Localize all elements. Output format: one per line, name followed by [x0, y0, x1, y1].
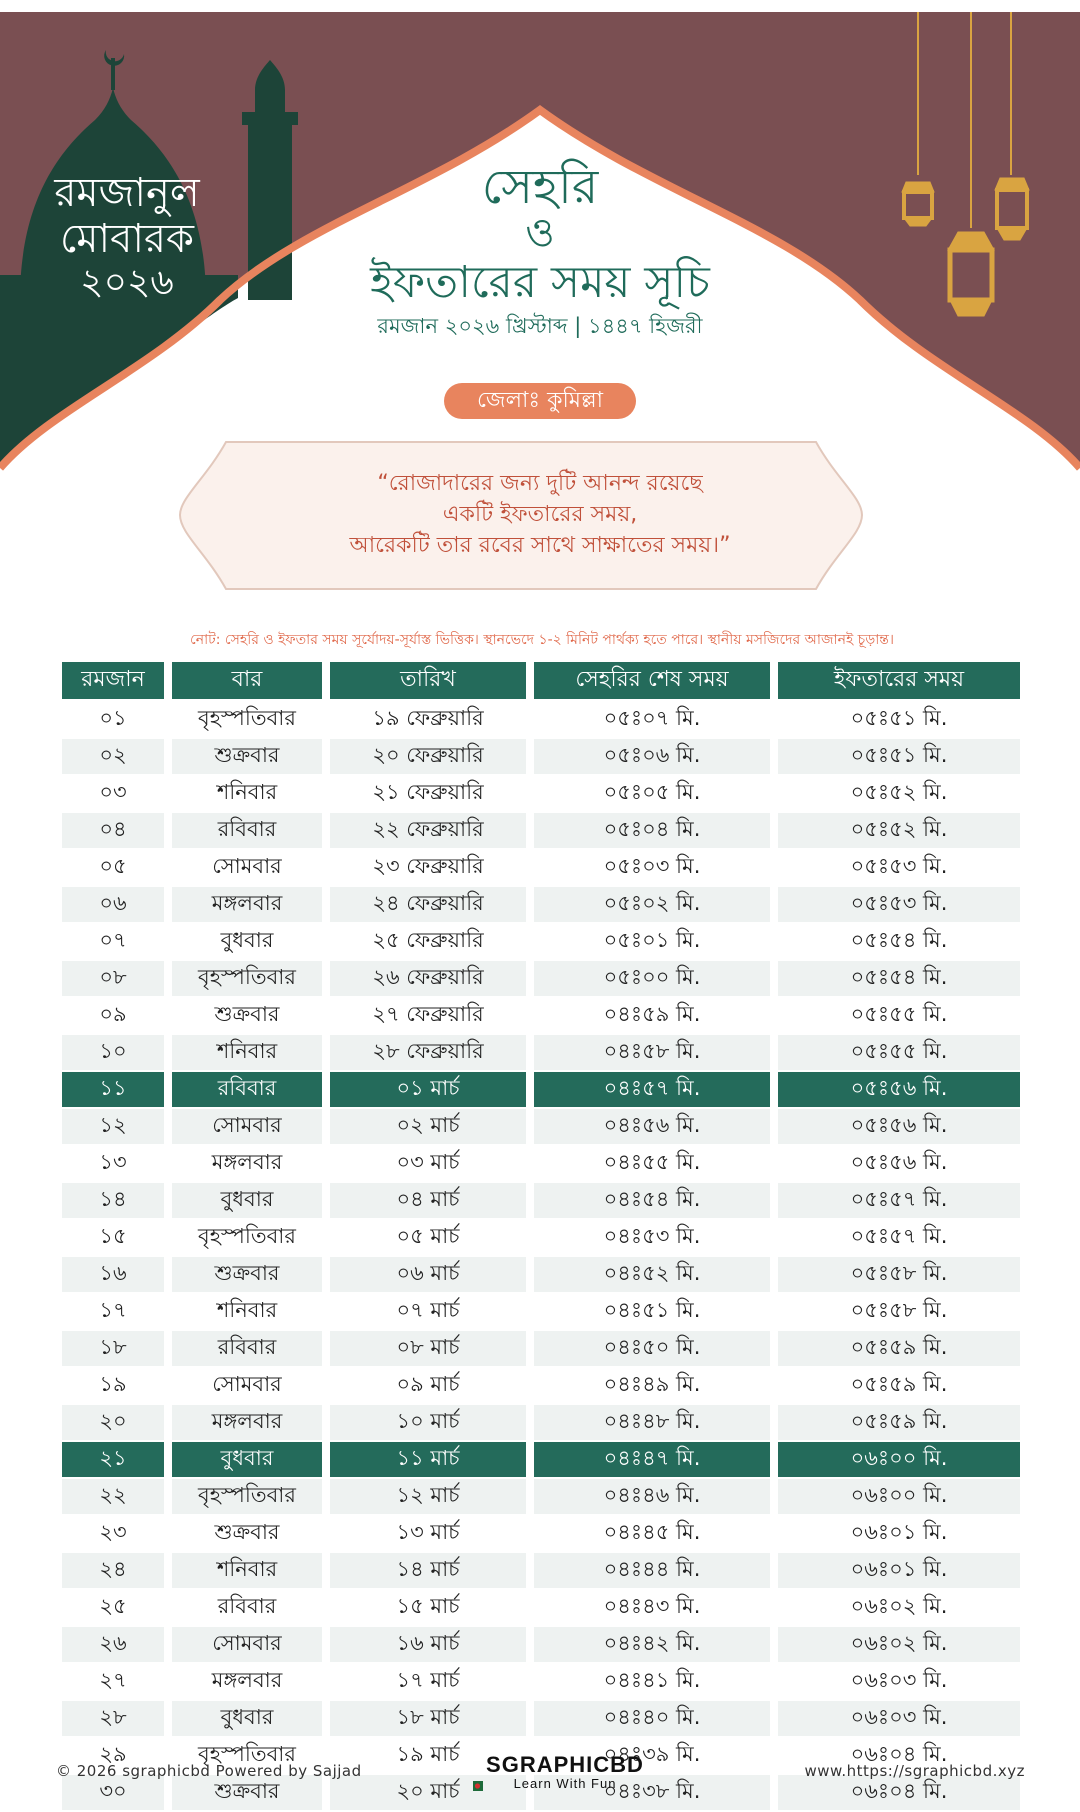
cell-day: শনিবার [172, 1553, 330, 1590]
cell-iftar: ০৫ঃ৫৯ মি. [778, 1405, 1020, 1442]
cell-date: ০৬ মার্চ [330, 1257, 534, 1294]
schedule-table [62, 662, 1020, 1812]
cell-date: ২২ ফেব্রুয়ারি [330, 813, 534, 850]
cell-day: বৃহস্পতিবার [172, 1738, 330, 1775]
cell-iftar: ০৬ঃ০৩ মি. [778, 1701, 1020, 1738]
table-row [62, 1035, 1020, 1072]
table-row [62, 1072, 1020, 1109]
cell-ramadan: ০১ [62, 702, 172, 739]
cell-date: ১১ মার্চ [330, 1442, 534, 1479]
cell-date: ২০ মার্চ [330, 1775, 534, 1812]
badge-line-1: রমজানুল [54, 170, 200, 216]
cell-iftar: ০৬ঃ০০ মি. [778, 1479, 1020, 1516]
header-day: বার [172, 662, 330, 702]
cell-day: বৃহস্পতিবার [172, 1220, 330, 1257]
cell-iftar: ০৫ঃ৫২ মি. [778, 813, 1020, 850]
cell-day: শুক্রবার [172, 998, 330, 1035]
table-row [62, 1183, 1020, 1220]
cell-date: ২৩ ফেব্রুয়ারি [330, 850, 534, 887]
cell-iftar: ০৬ঃ০১ মি. [778, 1553, 1020, 1590]
cell-ramadan: ১৭ [62, 1294, 172, 1331]
table-row [62, 739, 1020, 776]
cell-day: বুধবার [172, 924, 330, 961]
badge-year: ২০২৬ [80, 262, 174, 303]
table-row [62, 1701, 1020, 1738]
cell-sehri: ০৫ঃ০২ মি. [534, 887, 778, 924]
cell-ramadan: ১৯ [62, 1368, 172, 1405]
table-row [62, 961, 1020, 998]
badge-line-2: মোবারক [60, 216, 194, 262]
cell-day: বুধবার [172, 1701, 330, 1738]
cell-sehri: ০৪ঃ৪৬ মি. [534, 1479, 778, 1516]
cell-date: ১৭ মার্চ [330, 1664, 534, 1701]
cell-iftar: ০৫ঃ৫৩ মি. [778, 887, 1020, 924]
cell-date: ১০ মার্চ [330, 1405, 534, 1442]
cell-sehri: ০৪ঃ৫৭ মি. [534, 1072, 778, 1109]
table-row [62, 1220, 1020, 1257]
cell-ramadan: ০৪ [62, 813, 172, 850]
cell-date: ০১ মার্চ [330, 1072, 534, 1109]
table-row [62, 1331, 1020, 1368]
title-line-2: ও [525, 210, 555, 257]
hadith-quote [220, 468, 860, 561]
table-row [62, 702, 1020, 739]
cell-iftar: ০৫ঃ৫৩ মি. [778, 850, 1020, 887]
cell-day: শুক্রবার [172, 1257, 330, 1294]
table-row [62, 1664, 1020, 1701]
cell-day: শনিবার [172, 1035, 330, 1072]
cell-sehri: ০৪ঃ৫১ মি. [534, 1294, 778, 1331]
cell-iftar: ০৫ঃ৫৯ মি. [778, 1368, 1020, 1405]
cell-date: ০৯ মার্চ [330, 1368, 534, 1405]
cell-iftar: ০৫ঃ৫৯ মি. [778, 1331, 1020, 1368]
header-ramadan: রমজান [62, 662, 172, 702]
cell-ramadan: ২১ [62, 1442, 172, 1479]
table-row [62, 1146, 1020, 1183]
cell-ramadan: ১২ [62, 1109, 172, 1146]
cell-date: ০৭ মার্চ [330, 1294, 534, 1331]
cell-day: সোমবার [172, 850, 330, 887]
cell-ramadan: ৩০ [62, 1775, 172, 1812]
quote-line-3: আরেকটি তার রবের সাথে সাক্ষাতের সময়।” [349, 533, 731, 558]
cell-date: ০২ মার্চ [330, 1109, 534, 1146]
table-header-row [62, 662, 1020, 702]
cell-ramadan: ২৪ [62, 1553, 172, 1590]
subtitle: রমজান ২০২৬ খ্রিস্টাব্দ | ১৪৪৭ হিজরী [377, 314, 703, 338]
note-text: নোট: সেহরি ও ইফতার সময় সূর্যোদয়-সূর্যাস্ত ভিত্তিক। স্থানভেদে ১-২ মিনিট পার্থক্য হতে পারে। স্থানীয় মসজিদের আজানই চূড়ান্ত। [190, 632, 894, 648]
cell-day: শুক্রবার [172, 1775, 330, 1812]
cell-day: রবিবার [172, 1072, 330, 1109]
cell-date: ২৫ ফেব্রুয়ারি [330, 924, 534, 961]
cell-iftar: ০৬ঃ০৪ মি. [778, 1738, 1020, 1775]
cell-day: শুক্রবার [172, 739, 330, 776]
flag-icon [473, 1781, 483, 1791]
cell-sehri: ০৪ঃ৫০ মি. [534, 1331, 778, 1368]
ramadan-mubarak-badge [12, 170, 242, 303]
cell-date: ১৯ ফেব্রুয়ারি [330, 702, 534, 739]
cell-day: বুধবার [172, 1442, 330, 1479]
cell-sehri: ০৪ঃ৫৯ মি. [534, 998, 778, 1035]
cell-date: ১৮ মার্চ [330, 1701, 534, 1738]
cell-date: ১৪ মার্চ [330, 1553, 534, 1590]
cell-iftar: ০৫ঃ৫৫ মি. [778, 1035, 1020, 1072]
cell-sehri: ০৪ঃ৫৫ মি. [534, 1146, 778, 1183]
table-row [62, 1590, 1020, 1627]
cell-iftar: ০৫ঃ৫৪ মি. [778, 924, 1020, 961]
cell-date: ১৫ মার্চ [330, 1590, 534, 1627]
cell-sehri: ০৪ঃ৪৯ মি. [534, 1368, 778, 1405]
table-row [62, 1479, 1020, 1516]
cell-date: ২১ ফেব্রুয়ারি [330, 776, 534, 813]
brand-logo [470, 1752, 660, 1791]
cell-iftar: ০৬ঃ০১ মি. [778, 1516, 1020, 1553]
cell-iftar: ০৫ঃ৫৬ মি. [778, 1109, 1020, 1146]
brand-tagline: Learn With Fun [513, 1776, 617, 1791]
cell-iftar: ০৫ঃ৫৫ মি. [778, 998, 1020, 1035]
cell-iftar: ০৫ঃ৫৭ মি. [778, 1183, 1020, 1220]
header-sehri: সেহরির শেষ সময় [534, 662, 778, 702]
table-row [62, 924, 1020, 961]
cell-ramadan: ১৮ [62, 1331, 172, 1368]
table-row [62, 998, 1020, 1035]
footer-website[interactable]: www.https://sgraphicbd.xyz [804, 1762, 1025, 1780]
cell-ramadan: ০৭ [62, 924, 172, 961]
cell-iftar: ০৫ঃ৫৬ মি. [778, 1146, 1020, 1183]
cell-iftar: ০৫ঃ৫২ মি. [778, 776, 1020, 813]
cell-sehri: ০৪ঃ৪৪ মি. [534, 1553, 778, 1590]
cell-sehri: ০৪ঃ৫৩ মি. [534, 1220, 778, 1257]
cell-day: বুধবার [172, 1183, 330, 1220]
cell-ramadan: ১০ [62, 1035, 172, 1072]
cell-ramadan: ০৬ [62, 887, 172, 924]
cell-sehri: ০৫ঃ০৩ মি. [534, 850, 778, 887]
cell-date: ০৫ মার্চ [330, 1220, 534, 1257]
cell-iftar: ০৫ঃ৫৮ মি. [778, 1257, 1020, 1294]
table-row [62, 1368, 1020, 1405]
cell-iftar: ০৬ঃ০২ মি. [778, 1590, 1020, 1627]
table-row [62, 1294, 1020, 1331]
cell-day: সোমবার [172, 1109, 330, 1146]
cell-ramadan: ১৪ [62, 1183, 172, 1220]
table-row [62, 850, 1020, 887]
cell-iftar: ০৬ঃ০০ মি. [778, 1442, 1020, 1479]
cell-sehri: ০৪ঃ৪১ মি. [534, 1664, 778, 1701]
cell-sehri: ০৫ঃ০৬ মি. [534, 739, 778, 776]
cell-day: মঙ্গলবার [172, 1146, 330, 1183]
table-row [62, 887, 1020, 924]
cell-date: ১৩ মার্চ [330, 1516, 534, 1553]
cell-ramadan: ২৫ [62, 1590, 172, 1627]
cell-date: ০৩ মার্চ [330, 1146, 534, 1183]
cell-ramadan: ২০ [62, 1405, 172, 1442]
cell-sehri: ০৪ঃ৩৯ মি. [534, 1738, 778, 1775]
cell-sehri: ০৪ঃ৪৭ মি. [534, 1442, 778, 1479]
quote-line-2: একটি ইফতারের সময়, [442, 502, 638, 527]
cell-sehri: ০৪ঃ৪০ মি. [534, 1701, 778, 1738]
cell-iftar: ০৫ঃ৫১ মি. [778, 739, 1020, 776]
cell-iftar: ০৬ঃ০৪ মি. [778, 1775, 1020, 1812]
cell-ramadan: ০৮ [62, 961, 172, 998]
cell-date: ২৭ ফেব্রুয়ারি [330, 998, 534, 1035]
cell-ramadan: ২৬ [62, 1627, 172, 1664]
table-row [62, 1257, 1020, 1294]
title-line-3: ইফতারের সময় সূচি [370, 257, 710, 309]
table-row [62, 776, 1020, 813]
table-row [62, 1516, 1020, 1553]
cell-sehri: ০৫ঃ০৭ মি. [534, 702, 778, 739]
footer-copyright: © 2026 sgraphicbd Powered by Sajjad [56, 1762, 362, 1780]
cell-sehri: ০৪ঃ৫৪ মি. [534, 1183, 778, 1220]
cell-sehri: ০৪ঃ৪৮ মি. [534, 1405, 778, 1442]
cell-ramadan: ২২ [62, 1479, 172, 1516]
header-iftar: ইফতারের সময় [778, 662, 1020, 702]
table-row [62, 1442, 1020, 1479]
cell-sehri: ০৪ঃ৪৫ মি. [534, 1516, 778, 1553]
district-badge: জেলাঃ কুমিল্লা [444, 383, 636, 419]
cell-date: ০৪ মার্চ [330, 1183, 534, 1220]
cell-day: বৃহস্পতিবার [172, 961, 330, 998]
cell-sehri: ০৪ঃ৩৮ মি. [534, 1775, 778, 1812]
cell-iftar: ০৫ঃ৫৮ মি. [778, 1294, 1020, 1331]
cell-ramadan: ০৫ [62, 850, 172, 887]
cell-date: ২৮ ফেব্রুয়ারি [330, 1035, 534, 1072]
cell-date: ২৪ ফেব্রুয়ারি [330, 887, 534, 924]
cell-ramadan: ০৯ [62, 998, 172, 1035]
cell-iftar: ০৫ঃ৫১ মি. [778, 702, 1020, 739]
cell-date: ২৬ ফেব্রুয়ারি [330, 961, 534, 998]
table-row [62, 1405, 1020, 1442]
cell-day: রবিবার [172, 1331, 330, 1368]
cell-iftar: ০৫ঃ৫৬ মি. [778, 1072, 1020, 1109]
cell-day: মঙ্গলবার [172, 1405, 330, 1442]
quote-line-1: “রোজাদারের জন্য দুটি আনন্দ রয়েছে [377, 471, 703, 496]
cell-ramadan: ০২ [62, 739, 172, 776]
cell-day: শনিবার [172, 776, 330, 813]
cell-sehri: ০৪ঃ৫৮ মি. [534, 1035, 778, 1072]
table-row [62, 1553, 1020, 1590]
cell-day: সোমবার [172, 1368, 330, 1405]
cell-day: মঙ্গলবার [172, 887, 330, 924]
cell-ramadan: ১১ [62, 1072, 172, 1109]
cell-day: সোমবার [172, 1627, 330, 1664]
cell-iftar: ০৬ঃ০৩ মি. [778, 1664, 1020, 1701]
cell-date: ১৯ মার্চ [330, 1738, 534, 1775]
title-line-1: সেহরি [481, 159, 599, 215]
cell-ramadan: ২৭ [62, 1664, 172, 1701]
cell-sehri: ০৫ঃ০১ মি. [534, 924, 778, 961]
cell-ramadan: ২৯ [62, 1738, 172, 1775]
table-row [62, 813, 1020, 850]
cell-iftar: ০৫ঃ৫৪ মি. [778, 961, 1020, 998]
cell-date: ২০ ফেব্রুয়ারি [330, 739, 534, 776]
schedule-body [62, 702, 1020, 1812]
cell-sehri: ০৪ঃ৪৩ মি. [534, 1590, 778, 1627]
table-row [62, 1109, 1020, 1146]
table-row [62, 1627, 1020, 1664]
cell-sehri: ০৫ঃ০৪ মি. [534, 813, 778, 850]
cell-day: রবিবার [172, 813, 330, 850]
cell-iftar: ০৬ঃ০২ মি. [778, 1627, 1020, 1664]
cell-day: মঙ্গলবার [172, 1664, 330, 1701]
page-title [300, 159, 780, 309]
cell-day: শুক্রবার [172, 1516, 330, 1553]
cell-ramadan: ২৮ [62, 1701, 172, 1738]
cell-day: রবিবার [172, 1590, 330, 1627]
cell-sehri: ০৫ঃ০৫ মি. [534, 776, 778, 813]
cell-sehri: ০৪ঃ৫৬ মি. [534, 1109, 778, 1146]
cell-ramadan: ২৩ [62, 1516, 172, 1553]
brand-name: SGRAPHICBD [486, 1752, 644, 1777]
cell-date: ০৮ মার্চ [330, 1331, 534, 1368]
header-date: তারিখ [330, 662, 534, 702]
cell-sehri: ০৪ঃ৫২ মি. [534, 1257, 778, 1294]
cell-ramadan: ০৩ [62, 776, 172, 813]
cell-ramadan: ১৫ [62, 1220, 172, 1257]
cell-day: বৃহস্পতিবার [172, 702, 330, 739]
cell-sehri: ০৫ঃ০০ মি. [534, 961, 778, 998]
cell-day: বৃহস্পতিবার [172, 1479, 330, 1516]
cell-date: ১২ মার্চ [330, 1479, 534, 1516]
cell-iftar: ০৫ঃ৫৭ মি. [778, 1220, 1020, 1257]
cell-date: ১৬ মার্চ [330, 1627, 534, 1664]
cell-ramadan: ১৩ [62, 1146, 172, 1183]
cell-sehri: ০৪ঃ৪২ মি. [534, 1627, 778, 1664]
cell-ramadan: ১৬ [62, 1257, 172, 1294]
cell-day: শনিবার [172, 1294, 330, 1331]
